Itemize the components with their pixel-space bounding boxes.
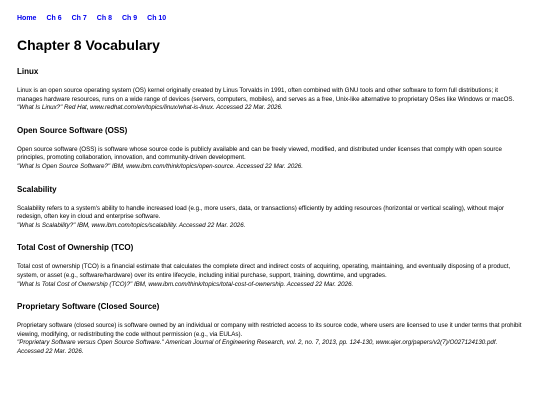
vocab-entry-scalability — [17, 185, 523, 231]
vocab-entry-tco — [17, 243, 523, 289]
vocab-citation: "Proprietary Software versus Open Source Software." American Journal of Engineering Research, vol. 2, no. 7, 2013, pp. 124-130, www.ajer.org/papers/v2(7)/O027124130.pdf. Accessed 22 Mar. 2026. — [17, 339, 498, 355]
vocab-term: Open Source Software (OSS) — [17, 125, 128, 135]
vocab-term: Total Cost of Ownership (TCO) — [17, 243, 134, 253]
vocab-term: Linux — [17, 67, 39, 76]
vocab-definition: Total cost of ownership (TCO) is a financial estimate that calculates the complete direct and indirect costs of acquiring, operating, maintaining, and eventually disposing of a product, system, or asset (e.g., software/hardware) over its entire lifecycle, including initial purchase, support, training, downtime, and upgrades. — [17, 263, 511, 279]
nav-link-home[interactable]: Home — [17, 15, 37, 22]
vocab-definition: Open source software (OSS) is software whose source code is publicly available and can be freely viewed, modified, and distributed under licenses that comply with open source principles, promoting collaboration, innovation, and community-driven development. — [17, 145, 502, 162]
vocab-citation: "What Is Open Source Software?" IBM, www.ibm.com/think/topics/open-source. Accessed 22 Mar. 2026. — [17, 162, 303, 170]
page-title: Chapter 8 Vocabulary — [17, 37, 160, 53]
vocab-definition: Linux is an open source operating system (OS) kernel originally created by Linus Torvalds in 1991, often combined with GNU tools and other software to form full distributions; it manages hardware resources, runs on a wide range of devices (servers, computers, mobiles), and serves as a free, Unix-like alternative to proprietary OSes like Windows or macOS. — [17, 87, 515, 103]
nav-link-ch6[interactable]: Ch 6 — [46, 15, 62, 22]
chapter-nav — [17, 14, 523, 24]
vocab-citation: "What Is Linux?" Red Hat, www.redhat.com/en/topics/linux/what-is-linux. Accessed 22 Mar. 2026. — [17, 104, 283, 112]
nav-link-ch8[interactable]: Ch 8 — [96, 15, 112, 22]
vocab-definition: Scalability refers to a system's ability to handle increased load (e.g., more users, data, or transactions) efficiently by adding resources (horizontal or vertical scaling), without major redesign, often key in cloud and enterprise software. — [17, 204, 505, 221]
nav-link-ch7[interactable]: Ch 7 — [71, 15, 87, 22]
nav-link-ch9[interactable]: Ch 9 — [121, 15, 138, 22]
vocab-term: Proprietary Software (Closed Source) — [17, 302, 160, 312]
nav-link-ch10[interactable]: Ch 10 — [147, 15, 167, 22]
vocab-citation: "What Is Total Cost of Ownership (TCO)?" IBM, www.ibm.com/think/topics/total-cost-of-ownership. Accessed 22 Mar. 2026. — [17, 280, 354, 288]
vocab-entry-proprietary — [17, 302, 523, 356]
vocab-entry-linux — [17, 67, 523, 113]
vocab-definition: Proprietary software (closed source) is software owned by an individual or company with restricted access to its source code, where users are licensed to use it under terms that prohibit viewing, modifying, or redistributing the code without permission (e.g., via EULAs). — [17, 322, 522, 338]
vocab-entry-oss — [17, 126, 523, 172]
vocab-term: Scalability — [17, 184, 57, 194]
vocab-citation: "What Is Scalability?" IBM, www.ibm.com/topics/scalability. Accessed 22 Mar. 2026. — [17, 221, 246, 229]
